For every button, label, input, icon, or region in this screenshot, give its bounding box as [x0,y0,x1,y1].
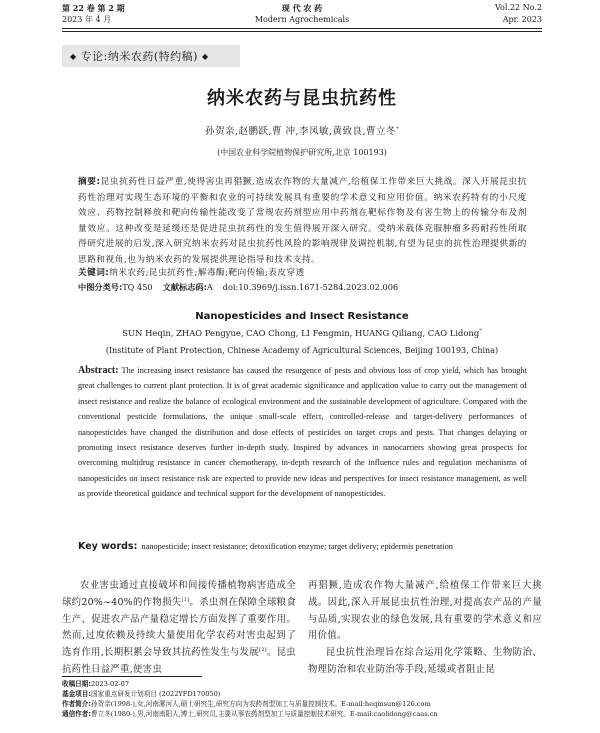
footnote-corresponding: 通信作者:曹立冬(1980-),男,河南南阳人,博士,研究员,主要从事农药剂型加工与质量控制技术研究。E-mail:caolidong@caas.cn [62,710,438,718]
body-paragraph: 昆虫抗性治理旨在综合运用化学策略、生物防治、物理防治和农业防治等手段,延缓或者阻止昆 [308,647,542,675]
body-paragraph: 再猖獗,造成农作物大量减产,给植保工作带来巨大挑战。因此,深入开展昆虫抗性治理,对提高农产品的产量与品质,实现农业的绿色发展,具有重要的学术意义和应用价值。 [308,580,542,642]
clc-number: 中图分类号:TQ 450 [78,282,153,292]
diamond-ornament-icon: ◆ [70,51,77,61]
affiliation-cn: (中国农业科学院植物保护研究所,北京 100193) [217,148,387,157]
keywords-en [78,540,527,554]
keywords-cn [78,266,527,280]
corresponding-mark: * [479,328,482,335]
abstract-label-cn: 摘要: [78,177,101,187]
doi: doi:10.3969/j.issn.1671-5284.2023.02.006 [222,282,399,292]
author-list-cn [62,123,542,137]
keywords-label-en: Key words: [78,541,138,552]
author-list-en [62,328,542,338]
keywords-text-cn: 纳米农药;昆虫抗药性;解毒酶;靶向传输;表皮穿透 [109,268,305,278]
keywords-label-cn: 关键词: [78,268,110,278]
abstract-label-en: Abstract: [78,365,119,376]
footnote-rule [62,676,202,677]
citation-ref: [2] [258,647,267,654]
volume-issue-cn: 第 22 卷 第 2 期 [62,3,125,13]
volume-issue-en: Vol.22 No.2 [495,3,542,12]
document-code: 文献标志码:A [162,282,213,292]
article-title-cn: 纳米农药与昆虫抗药性 [207,88,397,109]
header-rule-thin [62,31,542,32]
author-names-en: SUN Heqin, ZHAO Pengyue, CAO Chong, LI Fengmin, HUANG Qiliang, CAO Lidong [122,328,480,338]
footnote-received: 收稿日期:2023-02-07 [62,680,130,688]
footnote-fund: 基金项目:国家重点研发计划项目 (2022YFD170050) [62,690,221,698]
abstract-en [78,363,527,502]
running-header-top [62,3,542,13]
journal-name-en: Modern Agrochemicals [254,15,350,24]
body-column-left: 农业害虫通过直接破坏和间接传播植物病害造成全球约20%~40%的作物损失[1]。杀虫剂在保障全球粮食生产、促进农产品产量稳定增长方面发挥了重要作用。然而,过度依赖及持续大量使用化学农药对害虫起到了选育作用,长期积累会导致其抗药性发生与发展[2]。昆虫抗药性日益严重,使害虫 [62,580,296,675]
journal-name-cn: 现 代 农 药 [281,3,323,13]
diamond-ornament-icon: ◆ [201,51,209,61]
corresponding-mark: * [396,125,400,132]
affiliation-en: (Institute of Plant Protection, Chinese Academy of Agricultural Sciences, Beijing 100193, China) [105,346,499,355]
column-banner [62,45,240,67]
footnote-author: 作者简介:孙贺亲(1998-),女,河南漯河人,硕士研究生,研究方向为农药剂型加工与质量控制技术。E-mail:heqinsun@126.com [62,700,431,708]
column-banner-text: 专论:纳米农药(特约稿) [80,50,198,63]
date-cn: 2023 年 4 月 [62,15,112,24]
abstract-cn [78,175,527,269]
running-header-bottom [62,15,542,25]
header-rule-thick [62,28,542,29]
author-names-cn: 孙贺亲,赵鹏跃,曹 冲,李凤敏,黄致良,曹立冬 [204,126,397,137]
classification-line [78,280,527,294]
date-en: Apr. 2023 [502,15,542,24]
citation-ref: [1] [181,596,190,603]
keywords-text-en: nanopesticide; insect resistance; detoxification enzyme; target delivery; epidermis penetration [141,542,453,551]
article-title-en: Nanopesticides and Insect Resistance [195,311,409,322]
abstract-text-en: The increasing insect resistance has caused the resurgence of pests and obvious loss of crop yield, which has brought great challenges to current plant protection. It is of great academic significance and application value to carry out the management of insect resistance and realize the balance of ecological environment and the sustainable development of agriculture. Compared with the conventional pesticide formulations, the unique small-scale effect, controlled-release and target-delivery performances of nanopesticides have changed the distribution and dose effects of pesticides on target crops and pests. That changes delaying or promoting insect resistance deserves further in-depth study. Inspired by advances in nanocarriers showing great prospects for overcoming multidrug resistance in cancer chemotherapy, in-depth research of the influence rules and regulation mechanisms of nanopesticides on insect resistance risk are expected to provide new ideas and perspectives for insect resistance management, as well as provide theoretical guidance and technical support for the development of nanopesticides. [78,366,527,499]
body-column-right [308,578,542,679]
abstract-text-cn: 昆虫抗药性日益严重,使得害虫再猖獗,造成农作物的大量减产,给植保工作带来巨大挑战。深入开展昆虫抗药性治理对实现生态环境的平衡和农业的可持续发展具有重要的学术意义和应用价值。纳米农药特有的小尺度效应、药物控制释放和靶向传输性能改变了常规农药剂型应用中药剂在靶标作物及有害生物上的传输分布及剂量效应。这种改变是延缓还是促进昆虫抗药性的发生值得展开深入研究。受纳米载体克服肿瘤多药耐药性所取得研究进展的启发,深入研究纳米农药对昆虫抗药性风险的影响规律及调控机制,有望为昆虫的抗性治理提供新的思路和视角,也为纳米农药的发展提供理论指导和技术支持。 [78,177,527,265]
